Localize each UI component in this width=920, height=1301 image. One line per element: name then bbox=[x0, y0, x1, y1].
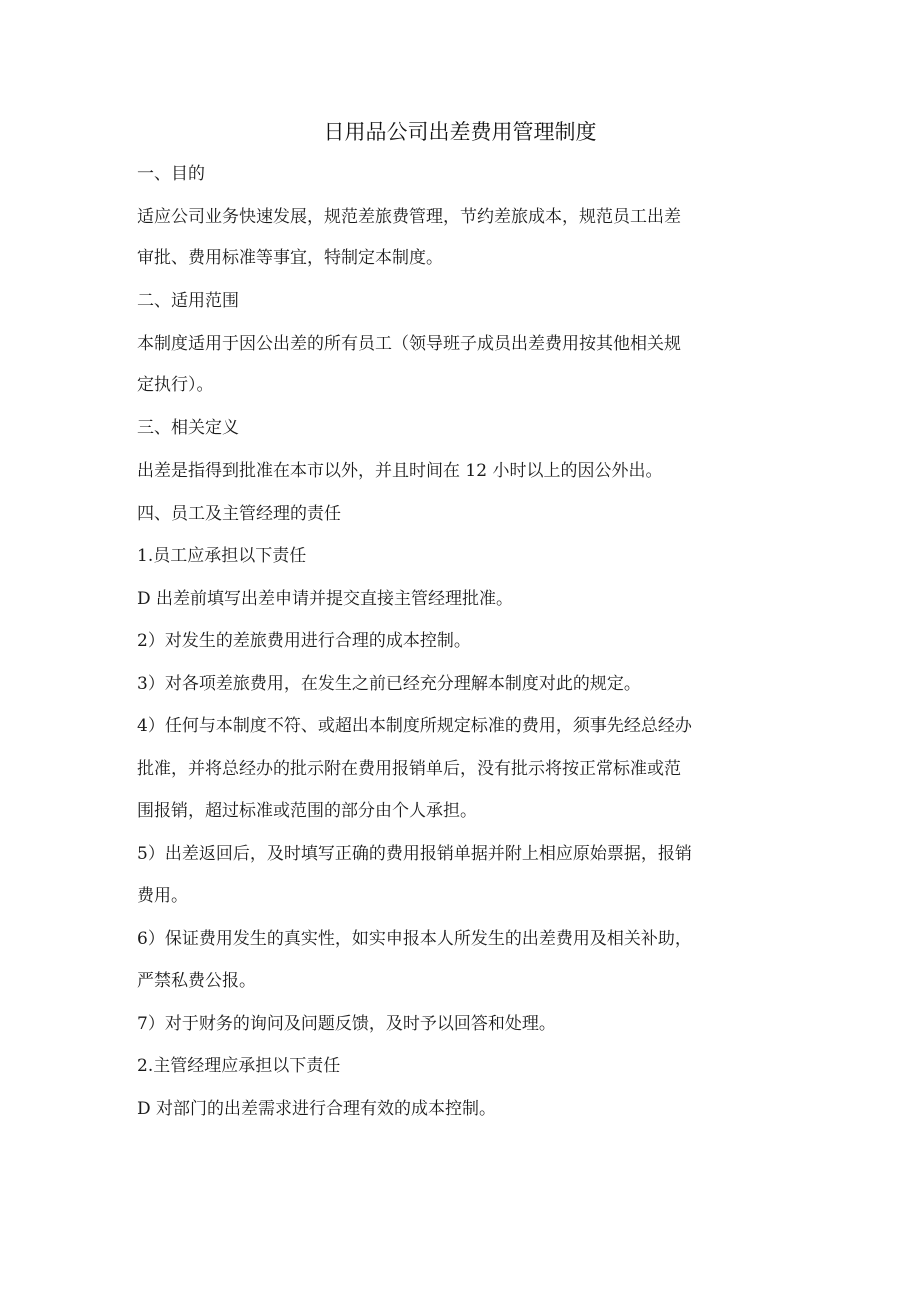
list-item-continuation: 费用。 bbox=[137, 886, 188, 906]
list-item-continuation: 围报销，超过标准或范围的部分由个人承担。 bbox=[137, 801, 477, 821]
section-heading-purpose: 一、目的 bbox=[137, 164, 205, 184]
subsection-heading-employee: 1.员工应承担以下责任 bbox=[137, 546, 307, 566]
list-item: D 对部门的出差需求进行合理有效的成本控制。 bbox=[137, 1099, 497, 1119]
paragraph-line: 定执行）。 bbox=[137, 375, 214, 395]
list-item: 4）任何与本制度不符、或超出本制度所规定标准的费用，须事先经总经办 bbox=[137, 716, 692, 736]
list-item-continuation: 批准，并将总经办的批示附在费用报销单后，没有批示将按正常标准或范 bbox=[137, 759, 681, 779]
paragraph-line: 本制度适用于因公出差的所有员工（领导班子成员出差费用按其他相关规 bbox=[137, 334, 681, 354]
paragraph-line: 适应公司业务快速发展，规范差旅费管理，节约差旅成本，规范员工出差 bbox=[137, 207, 681, 227]
list-item: 7）对于财务的询问及问题反馈，及时予以回答和处理。 bbox=[137, 1014, 556, 1034]
list-item: 3）对各项差旅费用，在发生之前已经充分理解本制度对此的规定。 bbox=[137, 674, 641, 694]
section-heading-scope: 二、适用范围 bbox=[137, 291, 239, 311]
list-item: 6）保证费用发生的真实性，如实申报本人所发生的出差费用及相关补助， bbox=[137, 929, 692, 949]
section-heading-responsibility: 四、员工及主管经理的责任 bbox=[137, 504, 341, 524]
list-item: 2）对发生的差旅费用进行合理的成本控制。 bbox=[137, 631, 471, 651]
paragraph-line: 审批、费用标准等事宜，特制定本制度。 bbox=[137, 248, 443, 268]
list-item-continuation: 严禁私费公报。 bbox=[137, 971, 256, 991]
subsection-heading-manager: 2.主管经理应承担以下责任 bbox=[137, 1056, 341, 1076]
document-title: 日用品公司出差费用管理制度 bbox=[323, 120, 597, 144]
list-item: 5）出差返回后，及时填写正确的费用报销单据并附上相应原始票据，报销 bbox=[137, 844, 692, 864]
list-item: D 出差前填写出差申请并提交直接主管经理批准。 bbox=[137, 589, 514, 609]
paragraph-line: 出差是指得到批准在本市以外，并且时间在 12 小时以上的因公外出。 bbox=[137, 461, 663, 481]
section-heading-definitions: 三、相关定义 bbox=[137, 418, 239, 438]
